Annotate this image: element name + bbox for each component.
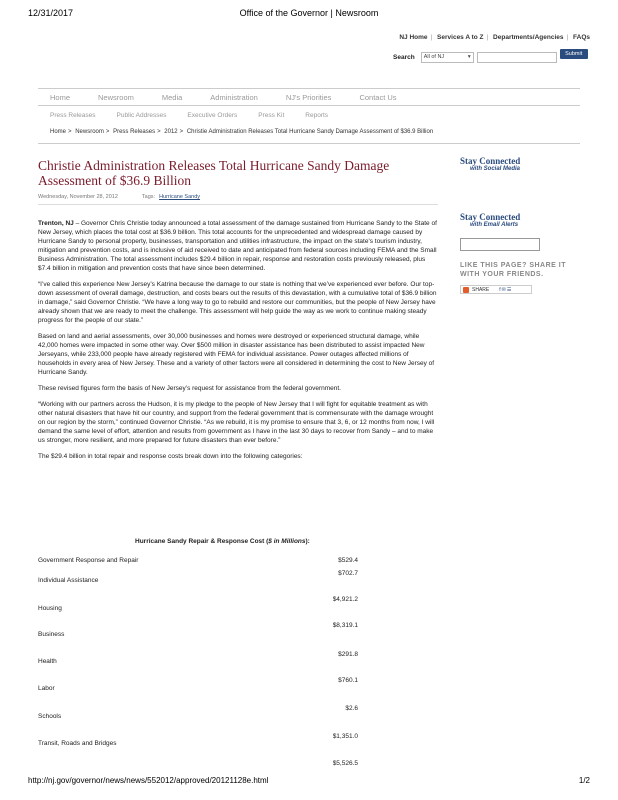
- subnav-press-kit[interactable]: Press Kit: [258, 112, 285, 119]
- article: [38, 158, 438, 468]
- row-value: $2.6: [345, 705, 358, 712]
- row-value: $4,921.2: [332, 596, 358, 603]
- share-button[interactable]: SHARE f✉☰: [460, 285, 532, 294]
- email-input[interactable]: [460, 238, 540, 251]
- breadcrumb-home[interactable]: Home: [50, 129, 67, 135]
- search-submit-button[interactable]: Submit: [560, 49, 588, 59]
- table-row: [38, 557, 358, 567]
- subnav-press-releases[interactable]: Press Releases: [50, 112, 96, 119]
- table-row: [38, 658, 358, 668]
- breadcrumb-current: Christie Administration Releases Total Hurricane Sandy Damage Assessment of $36.9 Billion: [186, 129, 434, 135]
- nav-priorities[interactable]: NJ's Priorities: [285, 92, 332, 102]
- divider: [38, 143, 580, 144]
- row-value: $1,351.0: [332, 733, 358, 740]
- row-value: $760.1: [338, 677, 358, 684]
- breadcrumb-newsroom[interactable]: Newsroom: [75, 129, 104, 135]
- table-row: [38, 605, 358, 615]
- article-date: Wednesday, November 28, 2012: [38, 194, 118, 200]
- nav-newsroom[interactable]: Newsroom: [98, 92, 134, 102]
- social-subheading[interactable]: with Social Media: [470, 166, 521, 172]
- main-nav: [38, 88, 580, 106]
- page-number: 1/2: [578, 776, 590, 785]
- paragraph: Trenton, NJ – Governor Chris Christie today announced a total assessment of the damage sustained from Hurricane Sandy to the State of New Jersey, which places the total cost at $36.9 billion. This total accounts for the unprecedented and widespread damage caused by Hurricane Sandy to personal property, businesses, transportation and utilities infrastructure, the impact on the state's tourism industry, mitigation and prevention costs, and is inclusive of aid received to date and anticipated from federal sources including FEMA and the Small Business Administration. The total assessment includes $29.4 billion in repair, response and restoration costs previously released, plus $7.4 billion in mitigation and prevention costs that have since been determined.: [38, 220, 437, 272]
- table-row: [38, 760, 358, 770]
- table-row: [38, 685, 358, 695]
- search-scope-select[interactable]: All of NJ ▾: [421, 52, 474, 63]
- subnav-executive-orders[interactable]: Executive Orders: [187, 112, 238, 119]
- table-caption: Hurricane Sandy Repair & Response Cost ($ in Millions):: [135, 538, 310, 545]
- paragraph: “I’ve called this experience New Jersey’s Katrina because the damage to our state is nothing that we’ve experienced ever before. Our top-down assessment of overall damage, destruction, and costs bears out the results of this devastation, with a cumulative total of $36.9 billion in damage,” said Governor Christie. “We have a long way to go to rebuild and restore our communities, but the people of New Jersey have already shown that we are ready to meet the challenge. This assessment will help guide the way as we work to continue making steady progress for the people of our state.”: [38, 281, 437, 324]
- social-icons: f✉☰: [499, 286, 513, 293]
- table-row: [38, 577, 358, 587]
- print-date: 12/31/2017: [28, 8, 74, 18]
- search-label: Search: [393, 53, 415, 61]
- util-link-departments[interactable]: Departments/Agencies: [493, 34, 564, 41]
- email-subheading: with Email Alerts: [470, 222, 519, 228]
- print-title: Office of the Governor | Newsroom: [239, 8, 379, 18]
- row-category: Transit, Roads and Bridges: [38, 740, 117, 747]
- row-value: $529.4: [338, 557, 358, 564]
- paragraph: Based on land and aerial assessments, over 30,000 businesses and homes were destroyed or experienced structural damage, while 42,000 homes were impacted in some other way. Over $500 million in disaster assistance has been distributed to assist impacted New Jerseyans, while 233,000 people have already registered with FEMA for individual assistance. Power outages affected millions of households in every area of New Jersey. These and a variety of other factors were all considered in determining the cost to New Jersey of Hurricane Sandy.: [38, 333, 435, 376]
- util-link-nj-home[interactable]: NJ Home: [399, 34, 428, 41]
- subnav-public-addresses[interactable]: Public Addresses: [116, 112, 167, 119]
- chevron-down-icon: ▾: [467, 54, 471, 60]
- row-category: Business: [38, 631, 65, 638]
- email-heading: Stay Connected: [460, 212, 521, 222]
- article-body: [38, 219, 438, 461]
- row-category: Housing: [38, 605, 62, 612]
- nav-media[interactable]: Media: [161, 92, 183, 102]
- nav-administration[interactable]: Administration: [210, 92, 258, 102]
- table-row: [38, 631, 358, 641]
- row-category: Health: [38, 658, 57, 665]
- row-value: $291.8: [338, 651, 358, 658]
- search-bar: [393, 51, 588, 63]
- util-link-faqs[interactable]: FAQs: [573, 34, 590, 41]
- row-value: $8,319.1: [332, 622, 358, 629]
- utility-nav: NJ Home | Services A to Z | Departments/Agencies | FAQs: [399, 34, 590, 41]
- subnav-reports[interactable]: Reports: [305, 112, 329, 119]
- paragraph: “Working with our partners across the Hudson, it is my pledge to the people of New Jersey that I will fight for equitable treatment as with other natural disasters that have hit our country, and support from the federal government that is commensurate with the damage wrought on our region by the storm,” continued Governor Christie. “As we rebuild, it is my promise to ensure that 3, 6, or 12 months from now, I will demand the same level of effort, attention and results from government as I have in the last 30 days to recover from Sandy – and to make us stronger, more resilient, and more prepared for future disasters than ever before.”: [38, 401, 435, 444]
- table-row: [38, 713, 358, 723]
- dateline: Trenton, NJ: [38, 220, 74, 227]
- page-title: Christie Administration Releases Total Hurricane Sandy Damage Assessment of $36.9 Billion: [38, 158, 390, 188]
- util-link-services[interactable]: Services A to Z: [437, 34, 484, 41]
- sidebar: [460, 156, 580, 294]
- share-icon: [463, 287, 469, 293]
- nav-home[interactable]: Home: [50, 92, 71, 102]
- print-url: http://nj.gov/governor/news/news/552012/approved/20121128e.html: [28, 776, 269, 785]
- social-heading: Stay Connected: [460, 156, 521, 166]
- like-text: LIKE THIS PAGE? SHARE IT WITH YOUR FRIENDS.: [460, 262, 566, 278]
- tag-link[interactable]: Hurricane Sandy: [159, 194, 201, 200]
- paragraph: These revised figures form the basis of New Jersey’s request for assistance from the federal government.: [38, 385, 341, 392]
- breadcrumb: Home > Newsroom > Press Releases > 2012 > Christie Administration Releases Total Hurricane Sandy Damage Assessment of $36.9 Billion: [50, 129, 434, 135]
- row-category: Government Response and Repair: [38, 557, 139, 564]
- article-meta: [38, 194, 438, 205]
- breadcrumb-year[interactable]: 2012: [164, 129, 178, 135]
- tags-label: Tags:: [141, 194, 156, 200]
- table-row: [38, 740, 358, 750]
- row-category: Schools: [38, 713, 62, 720]
- row-category: Labor: [38, 685, 55, 692]
- sub-nav: [50, 112, 349, 119]
- row-category: Individual Assistance: [38, 577, 99, 584]
- search-input[interactable]: [477, 52, 557, 63]
- print-footer: [28, 776, 590, 785]
- row-value: $5,526.5: [332, 760, 358, 767]
- nav-contact[interactable]: Contact Us: [359, 92, 397, 102]
- row-value: $702.7: [338, 570, 358, 577]
- breadcrumb-press-releases[interactable]: Press Releases: [113, 129, 156, 135]
- paragraph: The $29.4 billion in total repair and response costs break down into the following categories:: [38, 453, 303, 460]
